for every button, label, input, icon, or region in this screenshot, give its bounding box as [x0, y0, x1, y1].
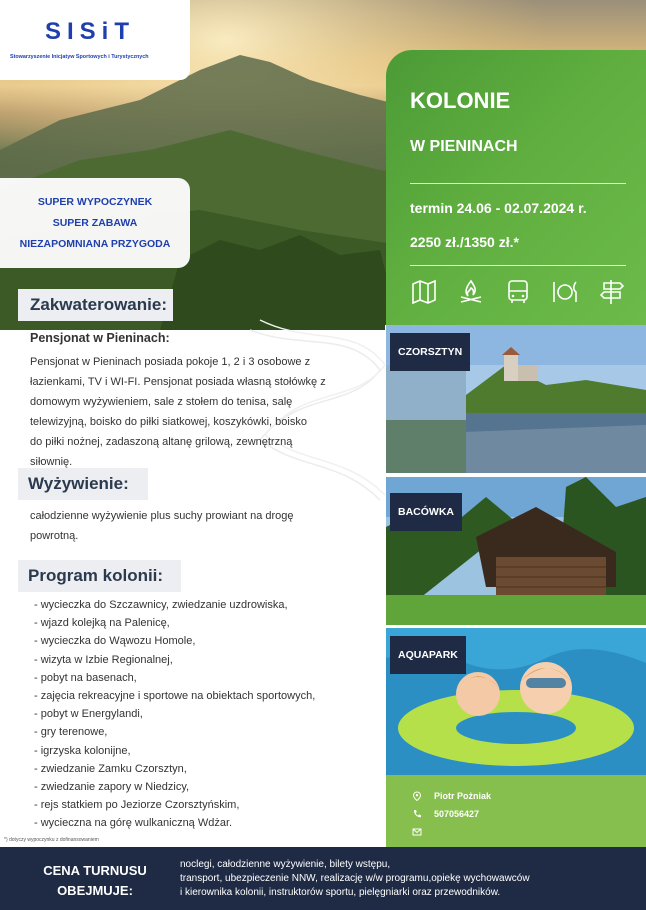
photo-bacowka [386, 477, 646, 625]
text-line: noclegi, całodzienne wyżywienie, bilety wstępu, [180, 859, 391, 870]
list-item: - igrzyska kolonijne, [34, 744, 131, 757]
list-item: - gry terenowe, [34, 726, 108, 739]
food-heading: Wyżywienie: [18, 468, 148, 500]
text-line: siłownię. [30, 456, 73, 468]
text-line: Pensjonat w Pieninach posiada pokoje 1, 2 i 3 osobowe z [30, 356, 311, 368]
text-line: do piłki nożnej, zadaszoną altanę grilową, zewnętrzną [30, 436, 293, 448]
text-line: łazienkami, TV i WI-FI. Pensjonat posiada własną stołówkę z [30, 376, 326, 388]
program-heading: Program kolonii: [18, 560, 181, 592]
term-dates: termin 24.06 - 02.07.2024 r. [410, 200, 587, 216]
feature-icons [410, 278, 626, 306]
price: 2250 zł./1350 zł.* [410, 234, 519, 250]
photo-label: BACÓWKA [390, 493, 462, 531]
mail-icon[interactable] [412, 827, 422, 837]
phone-icon [412, 809, 422, 819]
footer [0, 847, 646, 910]
contact-name: Piotr Pożniak [434, 791, 492, 801]
food-text [30, 506, 360, 546]
text-line: całodzienne wyżywienie plus suchy prowiant na drogę [30, 510, 294, 522]
bus-icon [504, 278, 532, 306]
list-item: - wycieczka do Szczawnicy, zwiedzanie uzdrowiska, [34, 599, 288, 611]
page-title: KOLONIE [410, 88, 511, 113]
signpost-icon [598, 278, 626, 306]
location-pin-icon [412, 791, 422, 801]
list-item: - wizyta w Izbie Regionalnej, [34, 653, 173, 666]
list-item: - pobyt w Energylandi, [34, 708, 143, 721]
photo-label: CZORSZTYN [390, 333, 470, 371]
accommodation-text [30, 352, 360, 472]
slogan-line: SUPER ZABAWA [52, 217, 138, 229]
footer-title-line: OBEJMUJE: [57, 883, 133, 898]
list-item: - rejs statkiem po Jeziorze Czorsztyńskim, [34, 799, 240, 812]
program-list [34, 596, 315, 832]
accommodation-heading: Zakwaterowanie: [18, 289, 173, 321]
list-item: - pobyt na basenach, [34, 671, 137, 684]
list-item: - zwiedzanie zapory w Niedzicy, [34, 780, 190, 793]
text-line: i kierownika kolonii, instruktorów sportu, pielęgniarki oraz przewodników. [180, 887, 501, 898]
text-line: powrotną. [30, 530, 79, 542]
logo-subtitle: Stowarzyszenie Inicjatyw Sportowych i Turystycznych [10, 54, 149, 60]
list-item: - wjazd kolejką na Palenicę, [34, 617, 170, 630]
list-item: - zwiedzanie Zamku Czorsztyn, [34, 762, 187, 775]
title-panel [386, 50, 646, 325]
logo: SISiT [45, 18, 136, 45]
accommodation-subheading: Pensjonat w Pieninach: [30, 331, 170, 345]
photo-label: AQUAPARK [390, 636, 466, 674]
slogan-line: SUPER WYPOCZYNEK [37, 196, 153, 208]
text-line: domowym wyżywieniem, sale z stołem do tenisa, salę [30, 396, 293, 408]
logo-box [0, 0, 190, 80]
divider-line [410, 265, 626, 266]
campfire-icon [457, 278, 485, 306]
list-item: - wycieczka do Wąwozu Homole, [34, 635, 196, 648]
photo-aquapark [386, 628, 646, 776]
footer-title [35, 861, 155, 901]
text-line: telewizyjną, boisko do piłki siatkowej, koszykówki, boisko [30, 416, 307, 428]
contact-box [386, 775, 646, 847]
list-item: - zajęcia rekreacyjne i sportowe na obiektach sportowych, [34, 689, 316, 702]
list-item: - wycieczna na górę wulkaniczną Wdżar. [34, 817, 233, 830]
contact-phone-row [412, 809, 479, 819]
footer-title-line: CENA TURNUSU [43, 863, 147, 878]
dining-icon [551, 278, 579, 306]
footnote: *) dotyczy wypoczynku z dofinansowaniem [4, 837, 99, 843]
contact-phone[interactable]: 507056427 [434, 809, 480, 819]
page-subtitle: W PIENINACH [410, 138, 518, 155]
contact-mail-row [412, 827, 434, 837]
slogan-box [0, 178, 190, 268]
contact-name-row [412, 791, 491, 801]
slogan-line: NIEZAPOMNIANA PRZYGODA [19, 238, 171, 250]
text-line: transport, ubezpieczenie NNW, realizację w/w programu,opiekę wychowawców [180, 873, 530, 884]
photo-czorsztyn [386, 325, 646, 473]
divider-line [410, 183, 626, 184]
footer-text [180, 858, 630, 900]
map-icon [410, 278, 438, 306]
